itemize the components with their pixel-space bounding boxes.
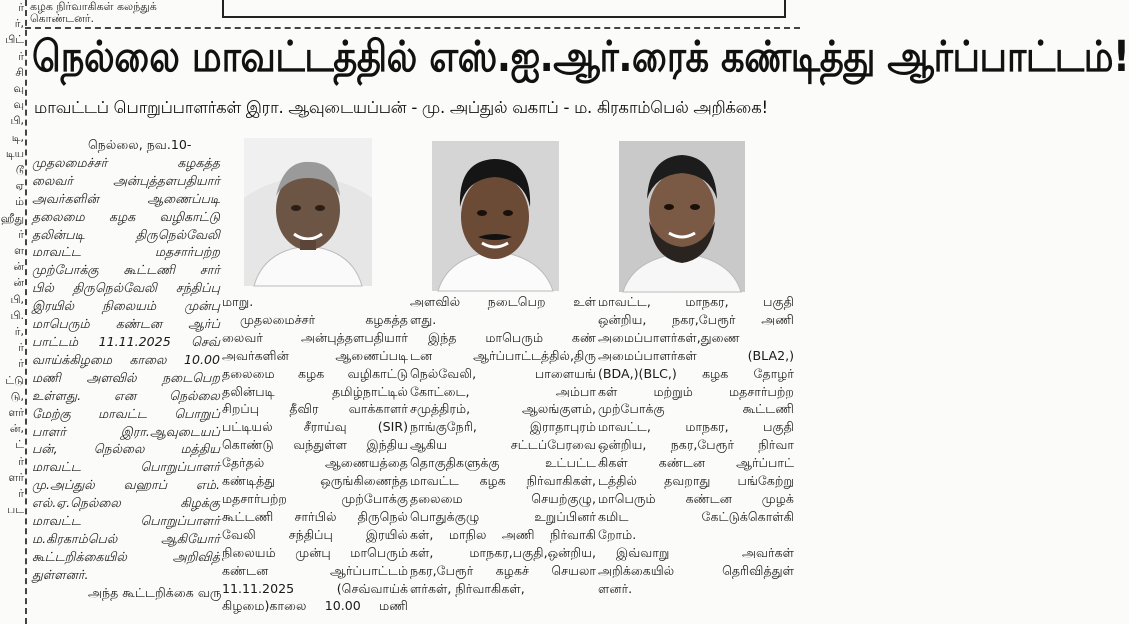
fragment-line: பட [7,503,24,517]
text-line: தலைமை செயற்குழு, [410,490,596,506]
column-divider [25,0,27,624]
text-line: மாவட்ட பொறுப்பாளர் [32,459,220,475]
fragment-line: ர், [14,325,24,339]
article-column-3 [410,293,596,597]
text-line: றோம். [598,526,637,542]
text-line: மாவட்ட, மாநகர, பகுதி [598,419,794,435]
fragment-line: வு [13,98,24,112]
text-line: 11.11.2025 (செவ்வாய்க் [222,580,408,596]
text-line: சிறப்பு தீவிர வாக்காளர் [222,401,408,417]
text-line: அறிக்கையில் தெரிவித்துள் [598,562,794,578]
text-line: அமைப்பாளர்கள்,துணை [598,329,740,345]
text-line: ளனர். [598,580,633,596]
text-line: ளர்கள், நிர்வாகிகள், [410,580,525,596]
text-line: கோட்டை, அம்பா [410,383,596,399]
top-snippet-line-2: கொண்டனர். [30,12,95,25]
text-line: ம.கிரகாம்பெல் ஆகியோர் [32,530,220,546]
text-line: இவ்வாறு அவர்கள் [616,544,794,560]
text-line: தொகுதிகளுக்கு உட்பட்ட [410,455,596,471]
text-line: உள்ளது. என நெல்லை [32,387,220,403]
adjacent-article-fragment [0,0,24,624]
fragment-line: ன், [9,422,24,436]
text-line: கிகள் கண்டன ஆர்ப்பாட் [598,455,794,471]
headline: நெல்லை மாவட்டத்தில் எஸ்.ஐ.ஆர்.ரைக் கண்டித்து ஆர்ப்பாட்டம்! [32,31,1129,82]
fragment-line: ர், [14,17,24,31]
fragment-line: பி. [10,308,24,322]
text-line: லைவர் அன்புத்தளபதியார் [222,329,408,345]
text-line: கூட்டணி சார்பில் திருநெல் [222,508,408,524]
text-line: அளவில் நடைபெற உள் [410,294,596,309]
text-line: மணி அளவில் நடைபெற [32,369,220,385]
article-column-4 [598,293,794,597]
text-line: ஆகிய சட்டப்பேரவை [410,437,596,453]
text-line: முற்போக்கு கூட்டணி [598,401,794,417]
text-line: தலைமை கழக வழிகாட்டு [32,208,220,224]
text-line: இரயில் நிலையம் முன்பு [32,298,220,314]
fragment-line: பிட் [5,33,24,47]
text-line: நெல்வேலி, பாளையங் [410,365,596,381]
fragment-line: ர் [18,357,24,371]
text-line: மதசார்பற்ற முற்போக்கு [222,490,408,506]
text-line: முதலமைச்சர் கழகத்த [32,154,220,170]
text-line: பொதுக்குழு உறுப்பினர் [410,508,596,524]
text-line: நெல்லை, நவ.10- [88,137,192,152]
text-line: வேலி சந்திப்பு இரயில் [222,526,408,542]
text-line: தலைமை கழக வழிகாட்டு [222,365,408,381]
fragment-line: ர் [18,227,24,241]
text-line: நகர,பேரூர் கழகச் செயலா [410,562,596,578]
text-line: மாபெரும் கண்டன ஆர்ப் [32,316,220,332]
fragment-line: ஹீது [0,211,24,225]
text-line: கூட்டறிக்கையில் அறிவித் [32,548,220,564]
photo-graham-bell [619,141,745,292]
fragment-line: ள [14,244,24,258]
fragment-line: ன் [13,260,24,274]
text-line: லைவர் அன்புத்தளபதியார் [32,172,220,188]
text-line: கிழமை)காலை 10.00 மணி [222,598,408,614]
text-line: (BDA,)(BLC,) கழக தோழர் [598,365,794,381]
text-line: அந்த கூட்டறிக்கை வரு [88,584,222,600]
article-column-1 [32,136,220,602]
text-line: தேர்தல் ஆணையத்தை [222,455,408,471]
text-line: அமைப்பாளர்கள் (BLA2,) [598,347,794,363]
text-line: பட்டியல் சீராய்வு (SIR) [222,419,408,435]
text-line: மாறு. [222,294,254,309]
fragment-line: டி, [11,130,24,144]
text-line: அவர்களின் ஆணைப்படி [222,347,408,363]
text-line: நாங்குநேரி, இராதாபுரம் [410,419,596,435]
text-line: மாவட்ட, மாநகர, பகுதி [598,294,794,309]
photo-avudaiyappan [244,138,372,286]
text-line: நிலையம் முன்பு மாபெரும் [222,544,408,560]
text-line: ஒன்றிய, நகர,பேரூர் அணி [598,311,794,327]
fragment-line: ட்டு [5,373,24,387]
fragment-line: ளர் [8,406,24,420]
text-line: தலின்படி தமிழ்நாட்டில் [222,383,408,399]
text-line: மாபெரும் கண்டன முழக் [598,490,794,506]
text-line: டன ஆர்ப்பாட்டத்தில்,திரு [410,347,596,363]
fragment-line: ம் [15,195,24,209]
text-line: பன், நெல்லை மத்திய [32,441,220,457]
text-line: ளது. [410,311,437,327]
text-line: கொண்டு வந்துள்ள இந்திய [222,437,408,453]
text-line: இந்த மாபெரும் கண் [428,329,596,345]
text-line: கள், மாநகர,பகுதி,ஒன்றிய, [410,544,596,560]
fragment-line: ர் [18,341,24,355]
fragment-line: பி, [10,292,24,306]
fragment-line: பி, [10,114,24,128]
text-line: பாளர் இரா.ஆவுடையப் [32,423,220,439]
text-line: மு.அப்துல் வஹாப் எம். [32,477,220,493]
text-line: மேற்கு மாவட்ட பொறுப் [32,405,220,421]
text-line: கண்டித்து ஒருங்கிணைந்த [222,473,408,489]
fragment-line: சி [15,65,24,79]
text-line: மாவட்ட பொறுப்பாளர் [32,513,220,529]
fragment-line: ர் [18,487,24,501]
fragment-line: டூ [15,163,24,177]
text-line: கள் மற்றும் மதசார்பற்ற [598,383,794,399]
fragment-line: டிய [5,146,24,160]
fragment-line: ன் [13,276,24,290]
fragment-line: ளர் [8,470,24,484]
subheadline: மாவட்டப் பொறுப்பாளர்கள் இரா. ஆவுடையப்பன் - மு. அப்துல் வகாப் - ம. கிரகாம்பெல் அறிக்கை! [34,98,768,117]
photo-abdul-wahab [432,141,559,291]
text-line: கள், மாநில அணி நிர்வாகி [410,526,596,542]
text-line: டத்தில் தவறாது பங்கேற்று [598,473,794,489]
top-ad-box [222,0,786,18]
text-line: வாய்க்கிழமை காலை 10.00 [32,351,220,367]
text-line: துள்ளனர். [32,566,89,582]
text-line: பில் திருநெல்வேலி சந்திப்பு [32,280,220,296]
top-snippet [30,1,157,25]
top-snippet-line-1: கழக நிர்வாகிகள் கலந்துக் [30,0,157,13]
fragment-line: ர் [18,49,24,63]
text-line: முதலமைச்சர் கழகத்த [240,311,408,327]
text-line: மாவட்ட கழக நிர்வாகிகள், [410,473,596,489]
article-column-2 [222,293,408,615]
text-line: கமிட கேட்டுக்கொள்கி [598,508,794,524]
fragment-line: ர் [18,1,24,14]
text-line: மாவட்ட மதசார்பற்ற [32,244,220,260]
fragment-line: ஏ [15,179,24,193]
text-line: முற்போக்கு கூட்டணி சார் [32,262,220,278]
text-line: பாட்டம் 11.11.2025 செவ் [32,333,220,349]
text-line: ஒன்றிய, நகர,பேரூர் நிர்வா [598,437,794,453]
fragment-line: வு [13,82,24,96]
fragment-line: ட் [15,438,24,452]
text-line: சமுத்திரம், ஆலங்குளம், [410,401,596,417]
text-line: அவர்களின் ஆணைப்படி [32,190,220,206]
fragment-line: டு, [10,389,24,403]
text-line: தலின்படி திருநெல்வேலி [32,226,220,242]
text-line: எல்.ஏ.நெல்லை கிழக்கு [32,495,220,511]
fragment-line: ர் [18,454,24,468]
text-line: கண்டன ஆர்ப்பாட்டம் [222,562,408,578]
